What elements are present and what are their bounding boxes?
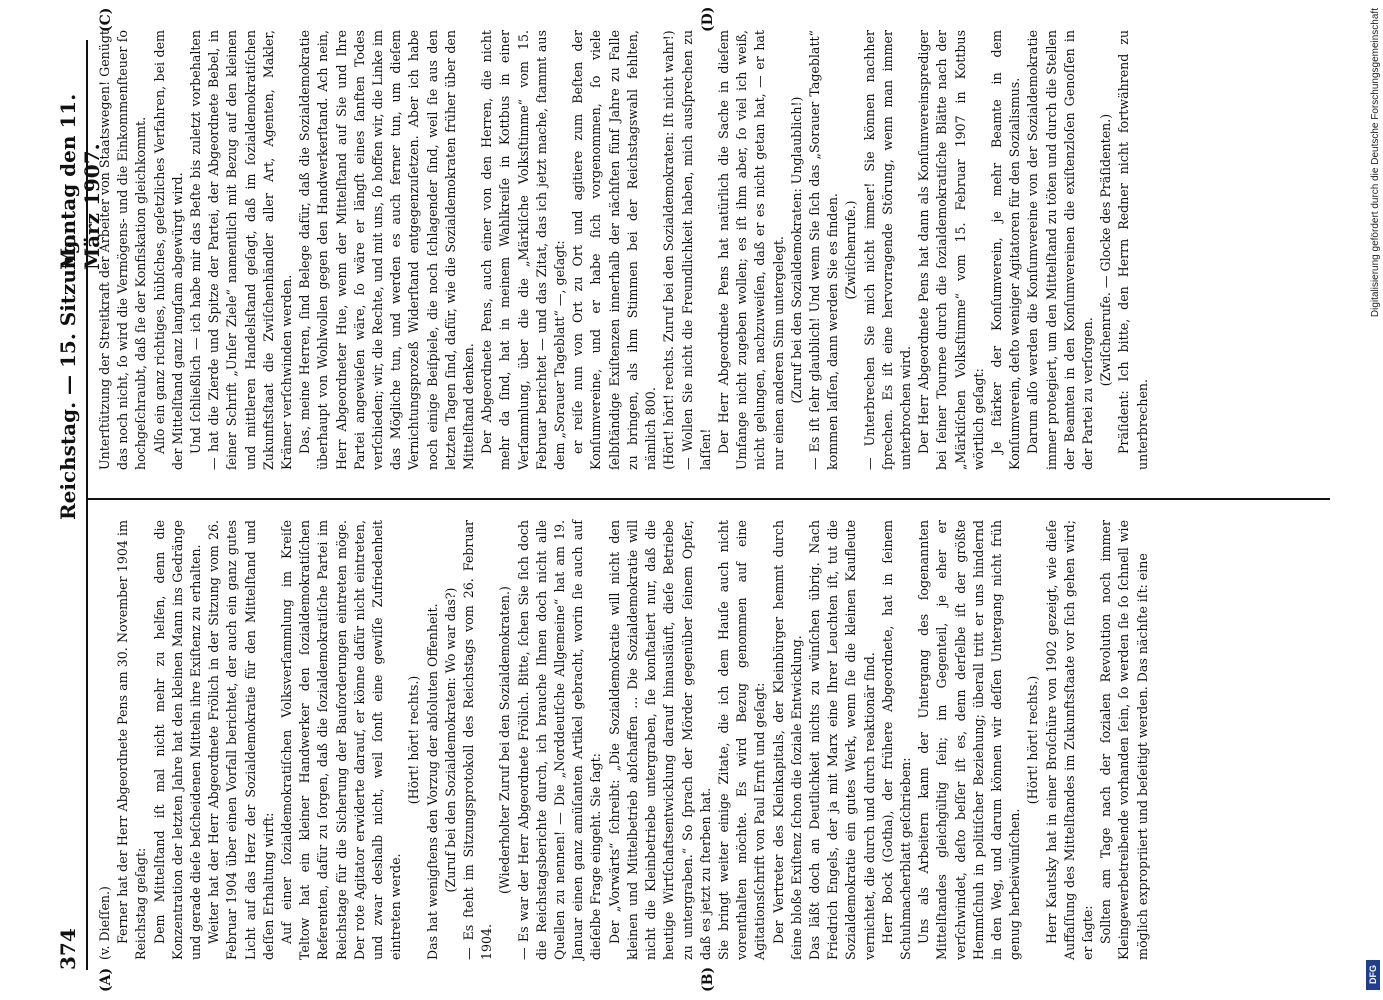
- paragraph: Herr Kautsky hat in einer Broſchüre von 1902 gezeigt, wie dieſe Auffaſſung des Mittelſtandes im Zukunftsſtaate vor ſich gehen wird; er ſagte:: [1043, 520, 1095, 960]
- paragraph: Das hat wenigſtens den Vorzug der abſoluten Offenheit.: [424, 603, 440, 960]
- paragraph: Der „Vorwärts“ ſchreibt: „Die Sozialdemokratie will nicht den kleinen und Mittelbetrieb abſchaffen ... Die Sozialdemokratie will nicht die Kleinbetriebe untergraben, ſie konſtatiert nur, daß die heutige Wirtſchaftsentwicklung darauf hinausläuft, dieſe Betriebe zu untergraben.“ So ſprach der Mörder gegenüber ſeinem Opfer, daß es jetzt zu ſterben hat.: [606, 520, 713, 960]
- paragraph: Das, meine Herren, ſind Belege dafür, daß die Sozialdemokratie überhaupt von Wohlwollen gegen den Handwerkerſtand. Ach nein, Herr Abgeordneter Hue, wenn der Mittelſtand auf Sie und Ihre Partei angewieſen wäre, ſo wäre er längſt eines ſanften Todes verſchieden; wir, die Rechte, und mit uns, ſo hoffen wir, die Linke im das Mögliche tun, und werden es auch ferner tun, um dieſem Vernichtungsprozeß Widerſtand entgegenzuſetzen. Aber ich habe noch einige Beiſpiele, die noch ſchlagender ſind, weil ſie aus den letzten Tagen ſind, dafür, wie die Sozialdemokraten früher über den Mittelſtand denken.: [297, 30, 477, 470]
- session-title: Reichstag. — 15. Sitzung.: [56, 233, 80, 520]
- paragraph: — Es iſt ſehr glaublich! Und wenn Sie ſich das „Sorauer Tageblatt“ kommen laſſen, dann werden Sie es finden.: [806, 30, 841, 470]
- paragraph: Herr Bock (Gotha), der frühere Abgeordnete, hat in ſeinem Schuhmacherblatt geſchrieben:: [879, 520, 913, 960]
- paragraph: er reiſe nun von Ort zu Ort und agitiere zum Beſten der Konſumvereine, und er habe ſich vorgenommen, ſo viele ſelbſtändige Exiſtenzen innerhalb der nächſten fünf Jahre zu Falle zu bringen, als ihm Stimmen bei der Reichstagswahl fehlten, nämlich 800.: [570, 30, 659, 470]
- paragraph: Das läßt doch an Deutlichkeit nichts zu wünſchen übrig. Nach Friedrich Engels, der ja mit Marx eine Ihrer Leuchten iſt, tut die Sozialdemokratie ein gutes Werk, wenn ſie die kleinen Kaufleute vernichtet, die durch und durch reaktionär ſind.: [806, 520, 877, 960]
- paragraph: Je ſtärker der Konſumverein, je mehr Beamte in dem Konſumverein, deſto weniger Agitatoren für den Sozialismus.: [988, 30, 1023, 470]
- paragraph: — Es ſteht im Sitzungsprotokoll des Reichstags vom 26. Februar 1904.: [461, 520, 495, 960]
- paragraph: — Es war der Herr Abgeordnete Frölich. Bitte, ſchen Sie ſich doch die Reichstagsberichte durch, ich brauche Ihnen doch nicht alle Quellen zu nennen! — Die „Norddeutſche Allgemeine“ hat am 19. Januar einen ganz amüſanten Artikel gebracht, worin ſie auch auf dieſelbe Frage eingeht. Sie ſagt:: [515, 520, 604, 960]
- column-divider: [88, 498, 1330, 500]
- paragraph: (Zwiſchenrufe.): [843, 200, 859, 300]
- dfg-logo: DFG: [1366, 960, 1380, 990]
- paragraph: Der Herr Abgeordnete Pens hat natürlich die Sache in dieſem Umfange nicht zugeben wollen; es iſt ihm aber, ſo viel ich weiß, nicht gelungen, nachzuweiſen, daß er es nicht getan hat, — er hat nur einen anderen Sinn untergelegt.: [715, 30, 786, 470]
- margin-marker-c: (C): [98, 7, 114, 32]
- page-number: 374: [56, 928, 80, 970]
- paragraph: Uns als Arbeitern kann der Untergang des ſogenannten Mittelſtandes gleichgültig ſein; im Gegenteil, je eher er verſchwindet, deſto beſſer iſt es, denn derſelbe iſt der größte Hemmſchuh in politiſcher Beziehung; überall tritt er uns hindernd in den Weg, und darum können wir deſſen Untergang nicht früh genug herbeiwünſchen.: [916, 520, 1023, 960]
- paragraph: Unterſtützung der Streitkraft der Arbeiter von Staatswegen! Genügt das noch nicht, ſo wird die Vermögens- und die Einkommenſteuer ſo hochgeſchraubt, daß ſie der Konfiskation gleichkommt.: [97, 30, 149, 470]
- digitization-credit: Digitalisierung gefördert durch die Deutsche Forschungsgemeinschaft: [1370, 8, 1381, 318]
- paragraph: Dem Mittelſtand iſt mal nicht mehr zu helfen, denn die Konzentration der letzten Jahre hat den kleinen Mann ins Gedränge und gerade dieſe beſcheidenen Mitteln ihre Exiſtenz zu erhalten.: [151, 520, 204, 960]
- paragraph: Ferner hat der Herr Abgeordnete Pens am 30. November 1904 im Reichstag geſagt:: [115, 520, 149, 960]
- paragraph: (Zuruf bei den Sozialdemokraten: Unglaublich!): [788, 96, 804, 404]
- paragraph: (Hört! hört! rechts. Zuruf bei den Sozialdemokraten: Iſt nicht wahr!): [661, 30, 677, 470]
- paragraph: Darum alſo werden die Konſumvereine von der Sozialdemokratie immer protegiert, um den Mittelſtand zu töten und durch die Stellen der Beamten in den Konſumvereinen die exiſtenzloſen Genoſſen in der Partei zu verſorgen.: [1025, 30, 1095, 470]
- paragraph: Der Abgeordnete Pens, auch einer von den Herren, die nicht mehr da ſind, hat in meinem Wahlkreiſe in Kottbus in einer Verſammlung, über die die „Märkiſche Volksſtimme“ vom 15. Februar berichtet — und das Zitat, das ich jetzt mache, ſtammt aus dem „Sorauer Tageblatt“ —, geſagt:: [479, 30, 568, 470]
- paragraph: (Zuruf bei den Sozialdemokraten: Wo war das?): [442, 587, 458, 893]
- paragraph: (v. Dieſſen.): [97, 886, 112, 960]
- paragraph: (Hört! hört! rechts.): [1025, 675, 1041, 805]
- paragraph: Alſo ein ganz richtiges, hübſches, geſetzliches Verfahren, bei dem der Mittelſtand ganz langſam abgewürgt wird.: [151, 30, 185, 470]
- paragraph: — Wollen Sie nicht die Freundlichkeit haben, mich ausſprechen zu laſſen!: [679, 30, 713, 470]
- paragraph: Auf einer ſozialdemokratiſchen Volksverſammlung im Kreiſe Teltow hat ein kleiner Handwerker den ſozialdemokratiſchen Referenten, dafür zu ſorgen, daß die ſozialdemokratiſche Partei im Reichstage für die Sicherung der Bauforderungen eintreten möge. Der rote Agitator erwiderte darauf, er könne dafür nicht eintreten, und zwar deshalb nicht, weil ſonſt eine gewiſſe Zufriedenheit eintreten werde.: [279, 520, 404, 960]
- paragraph: — Unterbrechen Sie mich nicht immer! Sie können nachher ſprechen. Es iſt eine hervorragende Störung, wenn man immer unterbrochen wird.: [861, 30, 913, 470]
- paragraph: (Zwiſchenrufe. — Glocke des Präſidenten.): [1098, 113, 1114, 387]
- paragraph: (Hört! hört! rechts.): [406, 675, 422, 805]
- paragraph: Der Herr Abgeordnete Pens hat dann als Konſumvereinsprediger bei ſeiner Tournee durch die ſozialdemokratiſche Blätte nach der „Märkiſchen Volksſtimme“ vom 15. Februar 1907 in Kottbus wörtlich geſagt:: [916, 30, 986, 470]
- paragraph: Der Vertreter des Kleinkapitals, der Kleinbürger hemmt durch ſeine bloße Exiſtenz ſchon die ſoziale Entwicklung.: [770, 520, 804, 960]
- left-column: [96, 520, 1152, 960]
- session-date: Montag den 11. März 1907.: [56, 93, 104, 270]
- paragraph: Sollten am Tage nach der ſozialen Revolution noch immer Kleingewerbetreibende vorhanden ſein, ſo werden ſie ſo ſchnell wie möglich expropriiert und beſeitigt werden. Das nächſte iſt: eine: [1098, 520, 1150, 960]
- margin-marker-d: (D): [700, 6, 716, 32]
- paragraph: Weiter hat der Herr Abgeordnete Frölich in der Sitzung vom 26. Februar 1904 über einen Vorfall berichtet, der auch ein ganz gutes Licht auf das Herz der Sozialdemokratie für den Mittelſtand und deſſen Erhaltung wirft:: [206, 520, 276, 960]
- margin-marker-b: (B): [700, 966, 716, 992]
- running-header: [52, 40, 104, 970]
- paragraph: (Wiederholter Zuruf bei den Sozialdemokraten.): [497, 586, 513, 894]
- paragraph: Präſident: Ich bitte, den Herrn Redner nicht fortwährend zu unterbrechen.: [1116, 30, 1150, 470]
- paragraph: Und ſchließlich — ich habe mir das Beſte bis zuletzt vorbehalten — hat die Zierde und Spitze der Partei, der Abgeordnete Bebel, in ſeiner Schrift „Unſer Ziele“ namentlich mit Bezug auf den kleinen und mittleren Handelsſtand geſagt, daß im ſozialdemokratiſchen Zukunftsſtaat die Zwiſchenhändler aller Art, Agenten, Makler, Krämer verſchwinden werden.: [188, 30, 295, 470]
- paragraph: Sie bringt weiter einige Zitate, die ich dem Hauſe auch nicht vorenthalten möchte. Es wird Bezug genommen auf eine Agitationsſchrift von Paul Ernſt und geſagt:: [715, 520, 768, 960]
- margin-marker-a: (A): [98, 967, 114, 992]
- right-column: [96, 30, 1152, 470]
